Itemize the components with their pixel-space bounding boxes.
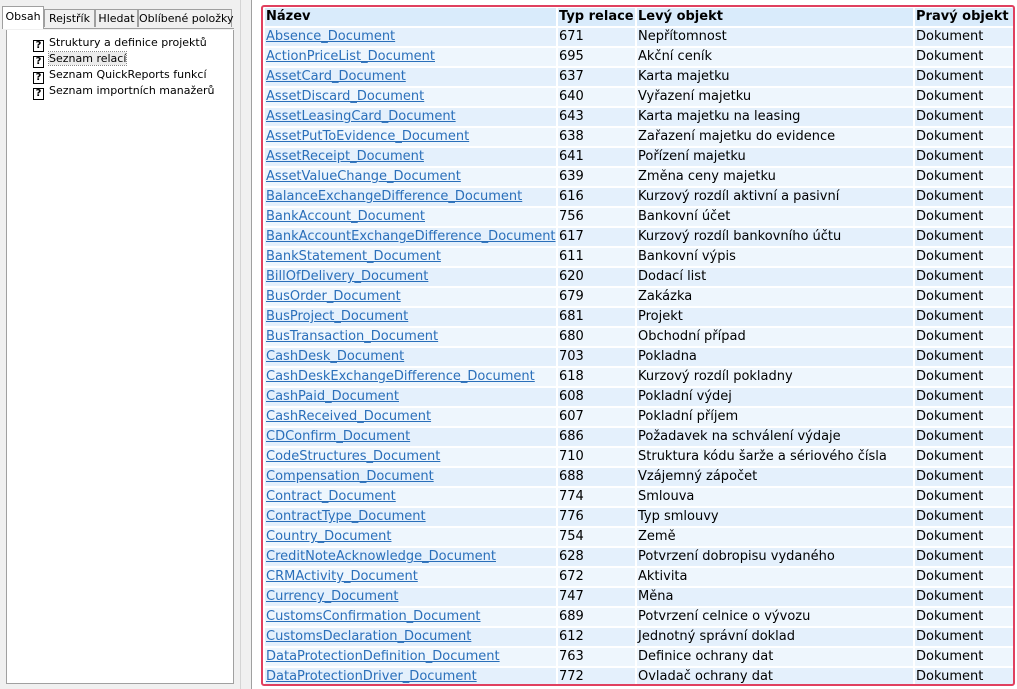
cell-pravy-objekt: Dokument <box>915 528 1013 546</box>
cell-nazev <box>265 308 556 326</box>
relations-table <box>265 8 1013 684</box>
cell-levy-objekt: Potvrzení dobropisu vydaného <box>637 548 913 566</box>
cell-pravy-objekt: Dokument <box>915 148 1013 166</box>
table-row <box>265 308 1013 326</box>
cell-pravy-objekt: Dokument <box>915 288 1013 306</box>
table-row <box>265 488 1013 506</box>
column-header-levy-objekt: Levý objekt <box>637 8 913 26</box>
table-row <box>265 568 1013 586</box>
cell-typ-relace: 643 <box>558 108 635 126</box>
cell-nazev <box>265 208 556 226</box>
contents-tree <box>6 30 234 684</box>
relation-link[interactable]: BankAccount_Document <box>266 209 425 224</box>
cell-typ-relace: 774 <box>558 488 635 506</box>
table-row <box>265 648 1013 666</box>
relation-link[interactable]: CRMActivity_Document <box>266 569 418 584</box>
tab-oblibene-polozky[interactable]: Oblíbené položky <box>138 9 232 27</box>
cell-levy-objekt: Smlouva <box>637 488 913 506</box>
cell-levy-objekt: Bankovní výpis <box>637 248 913 266</box>
cell-typ-relace: 756 <box>558 208 635 226</box>
relation-link[interactable]: Currency_Document <box>266 589 399 604</box>
cell-levy-objekt: Struktura kódu šarže a sériového čísla <box>637 448 913 466</box>
cell-pravy-objekt: Dokument <box>915 308 1013 326</box>
cell-nazev <box>265 628 556 646</box>
cell-levy-objekt: Kurzový rozdíl pokladny <box>637 368 913 386</box>
relation-link[interactable]: AssetLeasingCard_Document <box>266 109 456 124</box>
relation-link[interactable]: CashReceived_Document <box>266 409 432 424</box>
relation-link[interactable]: DataProtectionDefinition_Document <box>266 649 500 664</box>
table-row <box>265 288 1013 306</box>
relation-link[interactable]: BankAccountExchangeDifference_Document <box>266 229 556 244</box>
cell-typ-relace: 612 <box>558 628 635 646</box>
relation-link[interactable]: BankStatement_Document <box>266 249 441 264</box>
cell-typ-relace: 686 <box>558 428 635 446</box>
tree-item-label: Struktury a definice projektů <box>49 36 207 49</box>
table-row <box>265 88 1013 106</box>
cell-pravy-objekt: Dokument <box>915 608 1013 626</box>
cell-levy-objekt: Zařazení majetku do evidence <box>637 128 913 146</box>
cell-pravy-objekt: Dokument <box>915 648 1013 666</box>
cell-nazev <box>265 48 556 66</box>
cell-levy-objekt: Nepřítomnost <box>637 28 913 46</box>
cell-typ-relace: 617 <box>558 228 635 246</box>
relations-table-container <box>265 8 1013 684</box>
column-header-pravy-objekt: Pravý objekt <box>915 8 1013 26</box>
cell-levy-objekt: Měna <box>637 588 913 606</box>
table-row <box>265 428 1013 446</box>
table-row <box>265 48 1013 66</box>
cell-typ-relace: 679 <box>558 288 635 306</box>
cell-levy-objekt: Pořízení majetku <box>637 148 913 166</box>
cell-levy-objekt: Kurzový rozdíl aktivní a pasivní <box>637 188 913 206</box>
relation-link[interactable]: AssetValueChange_Document <box>266 169 461 184</box>
cell-pravy-objekt: Dokument <box>915 28 1013 46</box>
cell-nazev <box>265 348 556 366</box>
cell-typ-relace: 671 <box>558 28 635 46</box>
cell-nazev <box>265 368 556 386</box>
table-row <box>265 168 1013 186</box>
cell-pravy-objekt: Dokument <box>915 368 1013 386</box>
table-row <box>265 508 1013 526</box>
relation-link[interactable]: ActionPriceList_Document <box>266 49 435 64</box>
table-row <box>265 528 1013 546</box>
cell-pravy-objekt: Dokument <box>915 568 1013 586</box>
cell-pravy-objekt: Dokument <box>915 508 1013 526</box>
cell-typ-relace: 641 <box>558 148 635 166</box>
cell-typ-relace: 618 <box>558 368 635 386</box>
cell-pravy-objekt: Dokument <box>915 168 1013 186</box>
cell-pravy-objekt: Dokument <box>915 428 1013 446</box>
cell-nazev <box>265 408 556 426</box>
pane-splitter[interactable] <box>240 0 252 689</box>
tree-item-label: Seznam QuickReports funkcí <box>49 68 207 81</box>
tab-rejstrik[interactable]: Rejstřík <box>44 9 95 27</box>
cell-pravy-objekt: Dokument <box>915 188 1013 206</box>
cell-levy-objekt: Změna ceny majetku <box>637 168 913 186</box>
cell-levy-objekt: Potvrzení celnice o vývozu <box>637 608 913 626</box>
table-row <box>265 668 1013 684</box>
relation-link[interactable]: BusOrder_Document <box>266 289 401 304</box>
cell-nazev <box>265 668 556 684</box>
navigation-tabs <box>2 6 238 28</box>
tree-item-label: Seznam importních manažerů <box>49 84 215 97</box>
table-row <box>265 408 1013 426</box>
cell-pravy-objekt: Dokument <box>915 388 1013 406</box>
cell-typ-relace: 776 <box>558 508 635 526</box>
cell-levy-objekt: Pokladní výdej <box>637 388 913 406</box>
cell-nazev <box>265 468 556 486</box>
cell-nazev <box>265 268 556 286</box>
table-row <box>265 148 1013 166</box>
relation-link[interactable]: DataProtectionDriver_Document <box>266 669 477 684</box>
cell-nazev <box>265 128 556 146</box>
cell-levy-objekt: Pokladní příjem <box>637 408 913 426</box>
cell-levy-objekt: Bankovní účet <box>637 208 913 226</box>
cell-levy-objekt: Ovladač ochrany dat <box>637 668 913 684</box>
cell-levy-objekt: Typ smlouvy <box>637 508 913 526</box>
cell-pravy-objekt: Dokument <box>915 628 1013 646</box>
table-row <box>265 188 1013 206</box>
relation-link[interactable]: CustomsConfirmation_Document <box>266 609 481 624</box>
cell-pravy-objekt: Dokument <box>915 328 1013 346</box>
relation-link[interactable]: CashDeskExchangeDifference_Document <box>266 369 535 384</box>
relation-link[interactable]: AssetReceipt_Document <box>266 149 424 164</box>
cell-pravy-objekt: Dokument <box>915 268 1013 286</box>
cell-pravy-objekt: Dokument <box>915 448 1013 466</box>
cell-typ-relace: 681 <box>558 308 635 326</box>
cell-nazev <box>265 108 556 126</box>
cell-levy-objekt: Karta majetku na leasing <box>637 108 913 126</box>
navigation-pane <box>0 0 240 689</box>
table-header-row <box>265 8 1013 26</box>
cell-typ-relace: 608 <box>558 388 635 406</box>
cell-pravy-objekt: Dokument <box>915 488 1013 506</box>
relation-link[interactable]: AssetPutToEvidence_Document <box>266 129 470 144</box>
cell-pravy-objekt: Dokument <box>915 228 1013 246</box>
table-row <box>265 388 1013 406</box>
help-page-icon: ? <box>33 40 44 52</box>
relations-table-body <box>265 28 1013 684</box>
table-row <box>265 208 1013 226</box>
cell-nazev <box>265 508 556 526</box>
cell-pravy-objekt: Dokument <box>915 408 1013 426</box>
relation-link[interactable]: Compensation_Document <box>266 469 434 484</box>
cell-pravy-objekt: Dokument <box>915 588 1013 606</box>
cell-pravy-objekt: Dokument <box>915 48 1013 66</box>
cell-typ-relace: 672 <box>558 568 635 586</box>
relation-link[interactable]: CreditNoteAcknowledge_Document <box>266 549 496 564</box>
cell-typ-relace: 688 <box>558 468 635 486</box>
cell-pravy-objekt: Dokument <box>915 208 1013 226</box>
tree-item-importni-manazery[interactable] <box>33 83 215 99</box>
tree-item-label: Seznam relací <box>49 52 127 65</box>
relation-link[interactable]: BusProject_Document <box>266 309 409 324</box>
cell-nazev <box>265 608 556 626</box>
help-page-icon: ? <box>33 72 44 84</box>
table-row <box>265 368 1013 386</box>
cell-levy-objekt: Karta majetku <box>637 68 913 86</box>
relation-link[interactable]: CDConfirm_Document <box>266 429 411 444</box>
cell-nazev <box>265 428 556 446</box>
cell-pravy-objekt: Dokument <box>915 468 1013 486</box>
cell-typ-relace: 640 <box>558 88 635 106</box>
cell-nazev <box>265 648 556 666</box>
cell-typ-relace: 611 <box>558 248 635 266</box>
cell-nazev <box>265 488 556 506</box>
cell-levy-objekt: Zakázka <box>637 288 913 306</box>
table-row <box>265 248 1013 266</box>
relation-link[interactable]: BillOfDelivery_Document <box>266 269 429 284</box>
cell-typ-relace: 710 <box>558 448 635 466</box>
cell-nazev <box>265 228 556 246</box>
cell-typ-relace: 747 <box>558 588 635 606</box>
cell-typ-relace: 680 <box>558 328 635 346</box>
cell-nazev <box>265 188 556 206</box>
cell-typ-relace: 616 <box>558 188 635 206</box>
relation-link[interactable]: Absence_Document <box>266 29 396 44</box>
cell-nazev <box>265 588 556 606</box>
table-row <box>265 228 1013 246</box>
cell-levy-objekt: Jednotný správní doklad <box>637 628 913 646</box>
cell-typ-relace: 637 <box>558 68 635 86</box>
tree-item-seznam-relaci[interactable] <box>33 51 126 67</box>
cell-levy-objekt: Požadavek na schválení výdaje <box>637 428 913 446</box>
table-row <box>265 548 1013 566</box>
table-row <box>265 468 1013 486</box>
cell-levy-objekt: Projekt <box>637 308 913 326</box>
cell-levy-objekt: Vyřazení majetku <box>637 88 913 106</box>
cell-nazev <box>265 168 556 186</box>
cell-nazev <box>265 388 556 406</box>
cell-typ-relace: 772 <box>558 668 635 684</box>
table-row <box>265 268 1013 286</box>
cell-typ-relace: 754 <box>558 528 635 546</box>
cell-levy-objekt: Kurzový rozdíl bankovního účtu <box>637 228 913 246</box>
cell-nazev <box>265 148 556 166</box>
relation-link[interactable]: BusTransaction_Document <box>266 329 439 344</box>
relation-link[interactable]: Country_Document <box>266 529 392 544</box>
table-row <box>265 68 1013 86</box>
table-row <box>265 588 1013 606</box>
relation-link[interactable]: ContractType_Document <box>266 509 426 524</box>
relation-link[interactable]: CashPaid_Document <box>266 389 399 404</box>
relation-link[interactable]: CustomsDeclaration_Document <box>266 629 472 644</box>
tree-item-struktury[interactable] <box>33 35 207 51</box>
cell-nazev <box>265 548 556 566</box>
relation-link[interactable]: CashDesk_Document <box>266 349 405 364</box>
column-header-typ-relace: Typ relace <box>559 9 634 24</box>
cell-typ-relace: 689 <box>558 608 635 626</box>
cell-pravy-objekt: Dokument <box>915 248 1013 266</box>
relation-link[interactable]: CodeStructures_Document <box>266 449 441 464</box>
tree-item-quickreports[interactable] <box>33 67 207 83</box>
table-row <box>265 628 1013 646</box>
cell-levy-objekt: Akční ceník <box>637 48 913 66</box>
tab-obsah[interactable]: Obsah <box>2 6 44 29</box>
cell-typ-relace: 638 <box>558 128 635 146</box>
cell-typ-relace: 620 <box>558 268 635 286</box>
cell-levy-objekt: Pokladna <box>637 348 913 366</box>
cell-pravy-objekt: Dokument <box>915 88 1013 106</box>
cell-typ-relace: 628 <box>558 548 635 566</box>
cell-pravy-objekt: Dokument <box>915 348 1013 366</box>
table-row <box>265 448 1013 466</box>
cell-levy-objekt: Dodací list <box>637 268 913 286</box>
relation-link[interactable]: BalanceExchangeDifference_Document <box>266 189 523 204</box>
cell-pravy-objekt: Dokument <box>915 68 1013 86</box>
table-row <box>265 28 1013 46</box>
cell-nazev <box>265 248 556 266</box>
cell-nazev <box>265 28 556 46</box>
table-row <box>265 328 1013 346</box>
help-page-icon: ? <box>33 56 44 68</box>
column-header-nazev: Název <box>265 8 556 26</box>
table-row <box>265 608 1013 626</box>
relation-link[interactable]: AssetCard_Document <box>266 69 406 84</box>
cell-typ-relace: 763 <box>558 648 635 666</box>
cell-nazev <box>265 68 556 86</box>
cell-levy-objekt: Definice ochrany dat <box>637 648 913 666</box>
cell-typ-relace: 607 <box>558 408 635 426</box>
cell-nazev <box>265 448 556 466</box>
cell-typ-relace: 639 <box>558 168 635 186</box>
table-row <box>265 108 1013 126</box>
cell-nazev <box>265 568 556 586</box>
cell-pravy-objekt: Dokument <box>915 128 1013 146</box>
cell-levy-objekt: Aktivita <box>637 568 913 586</box>
relation-link[interactable]: AssetDiscard_Document <box>266 89 425 104</box>
cell-pravy-objekt: Dokument <box>915 108 1013 126</box>
cell-nazev <box>265 88 556 106</box>
table-row <box>265 348 1013 366</box>
relation-link[interactable]: Contract_Document <box>266 489 396 504</box>
cell-levy-objekt: Země <box>637 528 913 546</box>
cell-nazev <box>265 328 556 346</box>
cell-nazev <box>265 528 556 546</box>
table-row <box>265 128 1013 146</box>
help-page-icon: ? <box>33 88 44 100</box>
cell-pravy-objekt: Dokument <box>915 548 1013 566</box>
tab-hledat[interactable]: Hledat <box>95 9 138 27</box>
cell-typ-relace: 703 <box>558 348 635 366</box>
cell-pravy-objekt: Dokument <box>915 668 1013 684</box>
cell-nazev <box>265 288 556 306</box>
cell-levy-objekt: Obchodní případ <box>637 328 913 346</box>
cell-typ-relace: 695 <box>558 48 635 66</box>
cell-levy-objekt: Vzájemný zápočet <box>637 468 913 486</box>
